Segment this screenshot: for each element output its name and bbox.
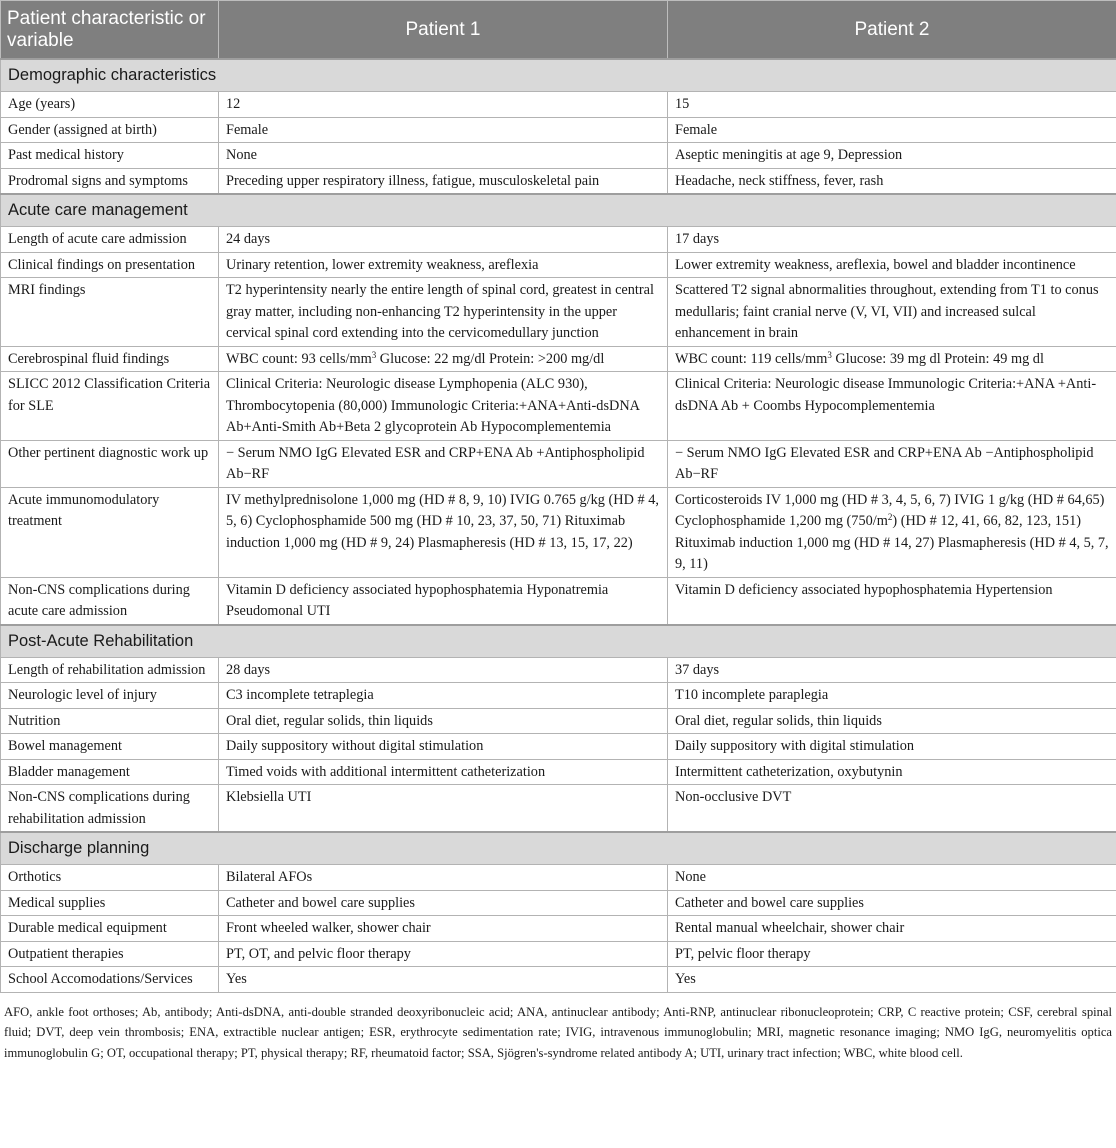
patient-1-value: Daily suppository without digital stimulation bbox=[219, 734, 668, 760]
section-title: Acute care management bbox=[1, 194, 1116, 227]
row-label: Cerebrospinal fluid findings bbox=[1, 346, 219, 372]
table-row bbox=[1, 941, 1116, 967]
patient-2-value: Female bbox=[668, 117, 1116, 143]
patient-2-value: Yes bbox=[668, 967, 1116, 993]
patient-2-value: Intermittent catheterization, oxybutynin bbox=[668, 759, 1116, 785]
patient-1-value: Bilateral AFOs bbox=[219, 865, 668, 891]
patient-2-value: Scattered T2 signal abnormalities throughout, extending from T1 to conus medullaris; faint cranial nerve (V, VI, VII) and increased sulcal enhancement in brain bbox=[668, 278, 1116, 347]
patient-2-value: Clinical Criteria: Neurologic disease Immunologic Criteria:+ANA +Anti-dsDNA Ab + Coombs Hypocomplementemia bbox=[668, 372, 1116, 441]
table-row bbox=[1, 440, 1116, 487]
row-label: Age (years) bbox=[1, 92, 219, 118]
patient-1-value: Front wheeled walker, shower chair bbox=[219, 916, 668, 942]
table-row bbox=[1, 759, 1116, 785]
table-row bbox=[1, 487, 1116, 577]
table-row bbox=[1, 890, 1116, 916]
patient-2-value bbox=[668, 346, 1116, 372]
patient-1-value: Clinical Criteria: Neurologic disease Lymphopenia (ALC 930), Thrombocytopenia (80,000) Immunologic Criteria:+ANA+Anti-dsDNA Ab+Anti-Smith Ab+Beta 2 glycoprotein Ab Hypocomplementemia bbox=[219, 372, 668, 441]
section-title: Post-Acute Rehabilitation bbox=[1, 625, 1116, 658]
patient-1-value: Oral diet, regular solids, thin liquids bbox=[219, 708, 668, 734]
csf-text-2: WBC count: 119 cells/mm bbox=[675, 350, 828, 367]
patient-2-value: T10 incomplete paraplegia bbox=[668, 683, 1116, 709]
row-label: Non-CNS complications during acute care admission bbox=[1, 577, 219, 625]
patient-1-value: IV methylprednisolone 1,000 mg (HD # 8, 9, 10) IVIG 0.765 g/kg (HD # 4, 5, 6) Cyclophosphamide 500 mg (HD # 10, 23, 37, 50, 71) Rituximab induction 1,000 mg (HD # 9, 24) Plasmapheresis (HD # 13, 15, 17, 22) bbox=[219, 487, 668, 577]
table-row bbox=[1, 143, 1116, 169]
patient-2-value: Headache, neck stiffness, fever, rash bbox=[668, 168, 1116, 194]
table-row bbox=[1, 278, 1116, 347]
patient-2-value: Rental manual wheelchair, shower chair bbox=[668, 916, 1116, 942]
row-label: Non-CNS complications during rehabilitation admission bbox=[1, 785, 219, 833]
row-label: Bowel management bbox=[1, 734, 219, 760]
patient-2-value: Oral diet, regular solids, thin liquids bbox=[668, 708, 1116, 734]
section-row bbox=[1, 832, 1116, 865]
row-label: Acute immunomodulatory treatment bbox=[1, 487, 219, 577]
table-row bbox=[1, 865, 1116, 891]
row-label: Prodromal signs and symptoms bbox=[1, 168, 219, 194]
table-row bbox=[1, 372, 1116, 441]
table-row bbox=[1, 168, 1116, 194]
header-row bbox=[1, 1, 1116, 60]
row-label: Length of rehabilitation admission bbox=[1, 657, 219, 683]
row-label: School Accomodations/Services bbox=[1, 967, 219, 993]
patient-2-value: Catheter and bowel care supplies bbox=[668, 890, 1116, 916]
section-title: Discharge planning bbox=[1, 832, 1116, 865]
row-label: Nutrition bbox=[1, 708, 219, 734]
table-row bbox=[1, 967, 1116, 993]
header-patient-1: Patient 1 bbox=[219, 1, 668, 60]
table-row bbox=[1, 734, 1116, 760]
superscript: 3 bbox=[827, 349, 832, 360]
row-label: Length of acute care admission bbox=[1, 227, 219, 253]
treatment-text-2: Corticosteroids IV 1,000 mg (HD # 3, 4, 5, 6, 7) IVIG 1 g/kg (HD # 64,65) Cyclophosphamide 1,200 mg (750/m bbox=[675, 491, 1105, 529]
table-row bbox=[1, 683, 1116, 709]
section-row bbox=[1, 625, 1116, 658]
patient-2-value: Non-occlusive DVT bbox=[668, 785, 1116, 833]
patient-2-value: None bbox=[668, 865, 1116, 891]
csf-text-1: WBC count: 93 cells/mm bbox=[226, 350, 372, 367]
section-row bbox=[1, 194, 1116, 227]
patient-1-value: 28 days bbox=[219, 657, 668, 683]
table-row bbox=[1, 346, 1116, 372]
patient-1-value: PT, OT, and pelvic floor therapy bbox=[219, 941, 668, 967]
table-row bbox=[1, 92, 1116, 118]
table-row bbox=[1, 117, 1116, 143]
patient-1-value: Urinary retention, lower extremity weakness, areflexia bbox=[219, 252, 668, 278]
patient-2-value: Aseptic meningitis at age 9, Depression bbox=[668, 143, 1116, 169]
patient-2-value: − Serum NMO IgG Elevated ESR and CRP+ENA Ab −Antiphospholipid Ab−RF bbox=[668, 440, 1116, 487]
patient-2-value: PT, pelvic floor therapy bbox=[668, 941, 1116, 967]
row-label: Neurologic level of injury bbox=[1, 683, 219, 709]
row-label: Orthotics bbox=[1, 865, 219, 891]
table-footnote: AFO, ankle foot orthoses; Ab, antibody; Anti-dsDNA, anti-double stranded deoxyribonucleic acid; ANA, antinuclear antibody; Anti-RNP, antinuclear ribonucleoprotein; CRP, C reactive protein; CSF, cerebral spinal fluid; DVT, deep vein thrombosis; ENA, extractible nuclear antigen; ESR, erythrocyte sedimentation rate; IVIG, intravenous immunoglobulin; MRI, magnetic resonance imaging; NMO IgG, neuromyelitis optica immunoglobulin G; OT, occupational therapy; PT, physical therapy; RF, rheumatoid factor; SSA, Sjögren's-syndrome related antibody A; UTI, urinary tract infection; WBC, white blood cell. bbox=[4, 1004, 1112, 1060]
patient-2-value: 15 bbox=[668, 92, 1116, 118]
patient-2-value: 37 days bbox=[668, 657, 1116, 683]
patient-1-value: None bbox=[219, 143, 668, 169]
table-row bbox=[1, 227, 1116, 253]
row-label: Medical supplies bbox=[1, 890, 219, 916]
patient-1-value: Preceding upper respiratory illness, fatigue, musculoskeletal pain bbox=[219, 168, 668, 194]
patient-1-value: Yes bbox=[219, 967, 668, 993]
row-label: MRI findings bbox=[1, 278, 219, 347]
row-label: Bladder management bbox=[1, 759, 219, 785]
patient-1-value bbox=[219, 346, 668, 372]
patient-2-value bbox=[668, 487, 1116, 577]
csf-text-1b: Glucose: 22 mg/dl Protein: >200 mg/dl bbox=[376, 350, 605, 367]
csf-text-2b: Glucose: 39 mg dl Protein: 49 mg dl bbox=[831, 350, 1044, 367]
row-label: Gender (assigned at birth) bbox=[1, 117, 219, 143]
header-characteristic: Patient characteristic or variable bbox=[1, 1, 219, 60]
row-label: Other pertinent diagnostic work up bbox=[1, 440, 219, 487]
patient-1-value: C3 incomplete tetraplegia bbox=[219, 683, 668, 709]
patient-1-value: Timed voids with additional intermittent catheterization bbox=[219, 759, 668, 785]
patient-1-value: Vitamin D deficiency associated hypophosphatemia Hyponatremia Pseudomonal UTI bbox=[219, 577, 668, 625]
row-label: SLICC 2012 Classification Criteria for SLE bbox=[1, 372, 219, 441]
patient-2-value: Daily suppository with digital stimulation bbox=[668, 734, 1116, 760]
row-label: Clinical findings on presentation bbox=[1, 252, 219, 278]
patient-1-value: Catheter and bowel care supplies bbox=[219, 890, 668, 916]
patient-1-value: − Serum NMO IgG Elevated ESR and CRP+ENA Ab +Antiphospholipid Ab−RF bbox=[219, 440, 668, 487]
superscript: 2 bbox=[887, 512, 893, 522]
treatment-text-2b: ) (HD # 12, 41, 66, 82, 123, 151) Rituximab induction 1,000 mg (HD # 14, 27) Plasmapheresis (HD # 4, 5, 7, 9, 11) bbox=[675, 513, 1109, 572]
table-row bbox=[1, 577, 1116, 625]
patient-2-value: Lower extremity weakness, areflexia, bowel and bladder incontinence bbox=[668, 252, 1116, 278]
table-row bbox=[1, 708, 1116, 734]
row-label: Outpatient therapies bbox=[1, 941, 219, 967]
table-row bbox=[1, 785, 1116, 833]
patient-2-value: 17 days bbox=[668, 227, 1116, 253]
patient-1-value: Female bbox=[219, 117, 668, 143]
superscript: 3 bbox=[371, 349, 377, 360]
header-patient-2: Patient 2 bbox=[668, 1, 1116, 60]
patient-1-value: 24 days bbox=[219, 227, 668, 253]
patient-1-value: Klebsiella UTI bbox=[219, 785, 668, 833]
table-row bbox=[1, 916, 1116, 942]
row-label: Durable medical equipment bbox=[1, 916, 219, 942]
table-row bbox=[1, 657, 1116, 683]
section-row bbox=[1, 59, 1116, 92]
row-label: Past medical history bbox=[1, 143, 219, 169]
patient-1-value: T2 hyperintensity nearly the entire length of spinal cord, greatest in central gray matter, including non-enhancing T2 hyperintensity in the upper cervical spinal cord extending into the cervicomedullary junction bbox=[219, 278, 668, 347]
patient-1-value: 12 bbox=[219, 92, 668, 118]
table-row bbox=[1, 252, 1116, 278]
section-title: Demographic characteristics bbox=[1, 59, 1116, 92]
patient-2-value: Vitamin D deficiency associated hypophosphatemia Hypertension bbox=[668, 577, 1116, 625]
